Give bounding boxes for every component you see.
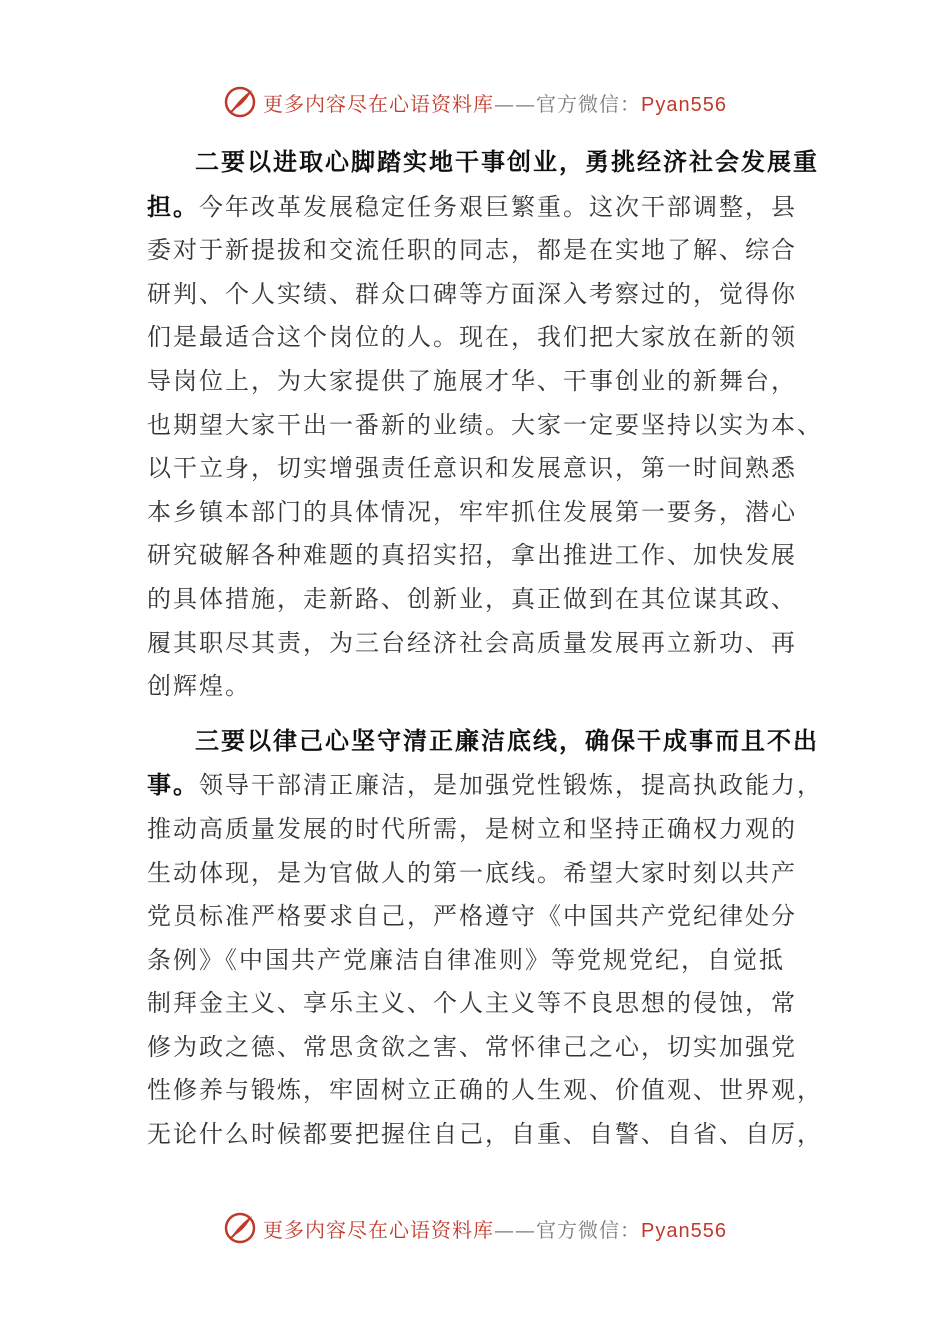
text-line xyxy=(147,185,803,230)
banner-lead: 更多内容尽在心语资料库 xyxy=(263,1217,495,1242)
body-text: 也期望大家干出一番新的业绩。大家一定要坚持以实为本、 xyxy=(147,410,823,439)
body-text: 研究破解各种难题的真招实招，拿出推进工作、加快发展 xyxy=(147,541,797,570)
body-text: 履其职尽其责，为三台经济社会高质量发展再立新功、再 xyxy=(147,628,797,657)
text-line xyxy=(147,852,803,896)
text-line xyxy=(147,808,803,852)
bold-heading-text: 三要以律己心坚守清正廉洁底线，确保干成事而且不出 xyxy=(195,725,819,755)
body-text: 生动体现，是为官做人的第一底线。希望大家时刻以共产 xyxy=(147,858,797,887)
text-line xyxy=(147,895,803,939)
body-text: 导岗位上，为大家提供了施展才华、干事创业的新舞台， xyxy=(147,366,797,395)
banner-text xyxy=(263,1214,727,1243)
body-text: 制拜金主义、享乐主义、个人主义等不良思想的侵蚀，常 xyxy=(147,989,797,1018)
body-text: 无论什么时候都要把握住自己，自重、自警、自省、自厉， xyxy=(147,1120,823,1149)
header-banner xyxy=(0,82,950,122)
body-text: 研判、个人实绩、群众口碑等方面深入考察过的，觉得你 xyxy=(147,279,797,308)
text-line xyxy=(147,316,803,360)
banner-wechat-id: Pyan556 xyxy=(641,1219,727,1242)
body-text: 本乡镇本部门的具体情况，牢牢抓住发展第一要务，潜心 xyxy=(147,497,797,526)
body-text: 创辉煌。 xyxy=(147,672,251,701)
quill-logo-icon xyxy=(223,1211,257,1245)
body-text: 修为政之德、常思贪欲之害、常怀律己之心，切实加强党 xyxy=(147,1032,797,1061)
text-line xyxy=(147,939,803,983)
banner-official: 官方微信： xyxy=(536,1217,642,1242)
banner-lead: 更多内容尽在心语资料库 xyxy=(263,91,495,116)
text-line xyxy=(147,140,819,185)
text-line xyxy=(147,1069,823,1113)
text-line xyxy=(147,665,803,709)
bold-heading-text: 二要以进取心脚踏实地干事创业，勇挑经济社会发展重 xyxy=(195,147,819,176)
paragraph xyxy=(147,719,823,1157)
text-line xyxy=(147,763,823,808)
body-text: 推动高质量发展的时代所需，是树立和坚持正确权力观的 xyxy=(147,814,797,843)
text-line xyxy=(147,447,803,491)
text-line xyxy=(147,534,803,578)
bold-heading-text: 事。 xyxy=(147,770,199,800)
body-text: 性修养与锻炼，牢固树立正确的人生观、价值观、世界观， xyxy=(147,1076,823,1105)
banner-text xyxy=(263,88,727,117)
body-text: 的具体措施，走新路、创新业，真正做到在其位谋其政、 xyxy=(147,584,797,613)
banner-dash: —— xyxy=(494,1217,537,1242)
banner-dash: —— xyxy=(494,91,537,116)
text-line xyxy=(147,491,803,535)
text-line xyxy=(147,404,823,448)
text-line xyxy=(147,622,803,666)
body-text: 委对于新提拔和交流任职的同志，都是在实地了解、综合 xyxy=(147,236,797,265)
body-text: 以干立身，切实增强责任意识和发展意识，第一时间熟悉 xyxy=(147,454,797,483)
text-line xyxy=(147,719,819,764)
body-text: 条例》《中国共产党廉洁自律准则》等党规党纪，自觉抵 xyxy=(147,945,785,974)
text-line xyxy=(147,360,803,404)
text-line xyxy=(147,982,803,1026)
footer-banner xyxy=(0,1208,950,1248)
text-line xyxy=(147,1113,823,1157)
text-line xyxy=(147,273,803,317)
text-line xyxy=(147,1026,803,1070)
body-text: 们是最适合这个岗位的人。现在，我们把大家放在新的领 xyxy=(147,323,797,352)
quill-logo-icon xyxy=(223,85,257,119)
body-text: 领导干部清正廉洁，是加强党性锻炼，提高执政能力， xyxy=(199,771,823,800)
banner-wechat-id: Pyan556 xyxy=(641,93,727,116)
body-text: 今年改革发展稳定任务艰巨繁重。这次干部调整，县 xyxy=(199,192,797,221)
document-body xyxy=(147,140,823,1157)
bold-heading-text: 担。 xyxy=(147,191,199,221)
text-line xyxy=(147,578,803,622)
paragraph xyxy=(147,140,823,709)
body-text: 党员标准严格要求自己，严格遵守《中国共产党纪律处分 xyxy=(147,902,797,931)
text-line xyxy=(147,229,803,273)
banner-official: 官方微信： xyxy=(536,91,642,116)
